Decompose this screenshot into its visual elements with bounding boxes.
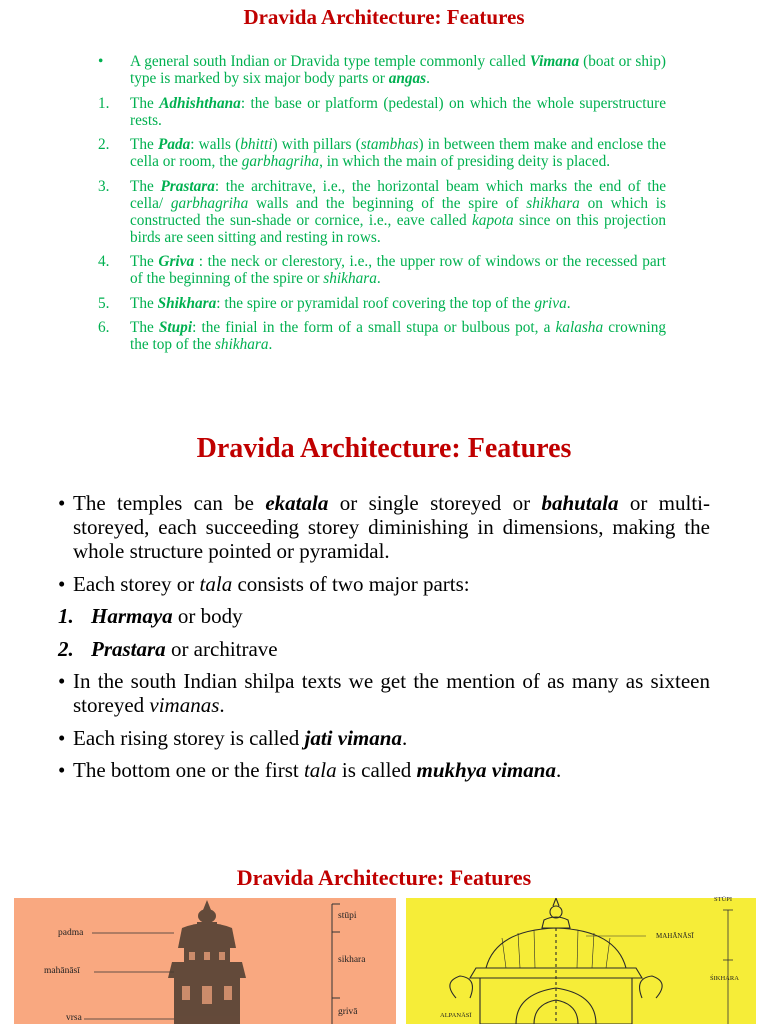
label-sikhara: sikhara <box>338 955 366 965</box>
bullet: • <box>58 758 66 782</box>
label-alpanasi-caps: ALPANĀSĪ <box>440 1012 472 1019</box>
vimana-diagram-left <box>14 898 396 1024</box>
label-griva: grivā <box>338 1007 358 1017</box>
item-number: 5. <box>98 294 110 312</box>
angas-list <box>98 53 666 361</box>
bullet-paragraph: • Each storey or tala consists of two major parts: <box>58 571 470 596</box>
vimana-diagram-right <box>406 898 756 1024</box>
item-number: 6. <box>98 319 110 336</box>
slide-3-title: Dravida Architecture: Features <box>236 865 532 890</box>
label-padma: padma <box>58 928 84 938</box>
label-sikhara-caps: ŚIKHARA <box>710 975 739 982</box>
label-vrsa: vrsa <box>66 1013 82 1023</box>
item-number: 4. <box>98 253 110 270</box>
label-mahanasi-caps: MAHĀNĀSĪ <box>656 932 694 940</box>
item-number: 1. <box>58 604 74 628</box>
list-item: 2. The Pada: walls (bhitti) with pillars (stambhas) in between them make and enclose the cella or room, the garbhagriha, in which the main of presiding deity is placed. <box>98 136 666 170</box>
item-number: 2. <box>98 136 110 153</box>
label-mahanasi: mahānāsī <box>44 966 80 976</box>
list-item: 6. The Stupi: the finial in the form of a small stupa or bulbous pot, a kalasha crowning the top of the shikhara. <box>98 319 666 353</box>
bullet-paragraph: • Each rising storey is called jati vimana. <box>58 725 408 750</box>
bullet: • <box>58 669 66 693</box>
slide-2-body <box>58 491 710 791</box>
item-number: 2. <box>58 636 74 661</box>
list-item: 3. The Prastara: the architrave, i.e., the horizontal beam which marks the end of the cella/ garbhagriha walls and the beginning of the spire of shikhara on which is constructed the sun-shade or cornice, i.e., eave called kapota since on this projection birds are seen sitting and resting in rows. <box>98 177 667 246</box>
numbered-item: 2. Prastara or architrave <box>58 636 278 661</box>
slide-3 <box>0 860 768 1024</box>
label-stupi: stūpi <box>338 911 357 921</box>
numbered-item: 1. Harmaya or body <box>58 604 243 628</box>
bullet: • <box>58 571 66 596</box>
intro-item: • A general south Indian or Dravida type temple commonly called Vimana (boat or ship) type is marked by six major body parts or angas. <box>98 53 666 87</box>
bullet-paragraph: • The temples can be ekatala or single storeyed or bahutala or multi-storeyed, each succeeding storey diminishing in dimensions, making the whole structure pointed or pyramidal. <box>58 491 711 563</box>
item-number: 3. <box>98 177 110 195</box>
bullet: • <box>98 53 104 70</box>
bullet-paragraph: • The bottom one or the first tala is called mukhya vimana. <box>58 758 562 782</box>
list-item: 4. The Griva : the neck or clerestory, i.e., the upper row of windows or the recessed part of the beginning of the spire or shikhara. <box>98 253 666 287</box>
slide-1 <box>0 0 768 390</box>
temple-silhouette <box>168 900 246 1024</box>
slide-1-title: Dravida Architecture: Features <box>243 5 525 29</box>
bullet: • <box>58 725 66 750</box>
list-item: 1. The Adhishthana: the base or platform (pedestal) on which the whole superstructure rests. <box>98 94 667 129</box>
bullet-paragraph: • In the south Indian shilpa texts we get the mention of as many as sixteen storeyed vimanas. <box>58 669 710 717</box>
temple-section-drawing <box>406 898 756 1024</box>
label-stupi-caps: STŪPI <box>714 896 733 903</box>
item-number: 1. <box>98 94 110 112</box>
list-item: 5. The Shikhara: the spire or pyramidal roof covering the top of the griva. <box>98 294 571 312</box>
slide-2-title: Dravida Architecture: Features <box>196 433 572 464</box>
slide-2 <box>0 425 768 815</box>
bullet: • <box>58 491 66 515</box>
dome-outline <box>450 898 662 1024</box>
